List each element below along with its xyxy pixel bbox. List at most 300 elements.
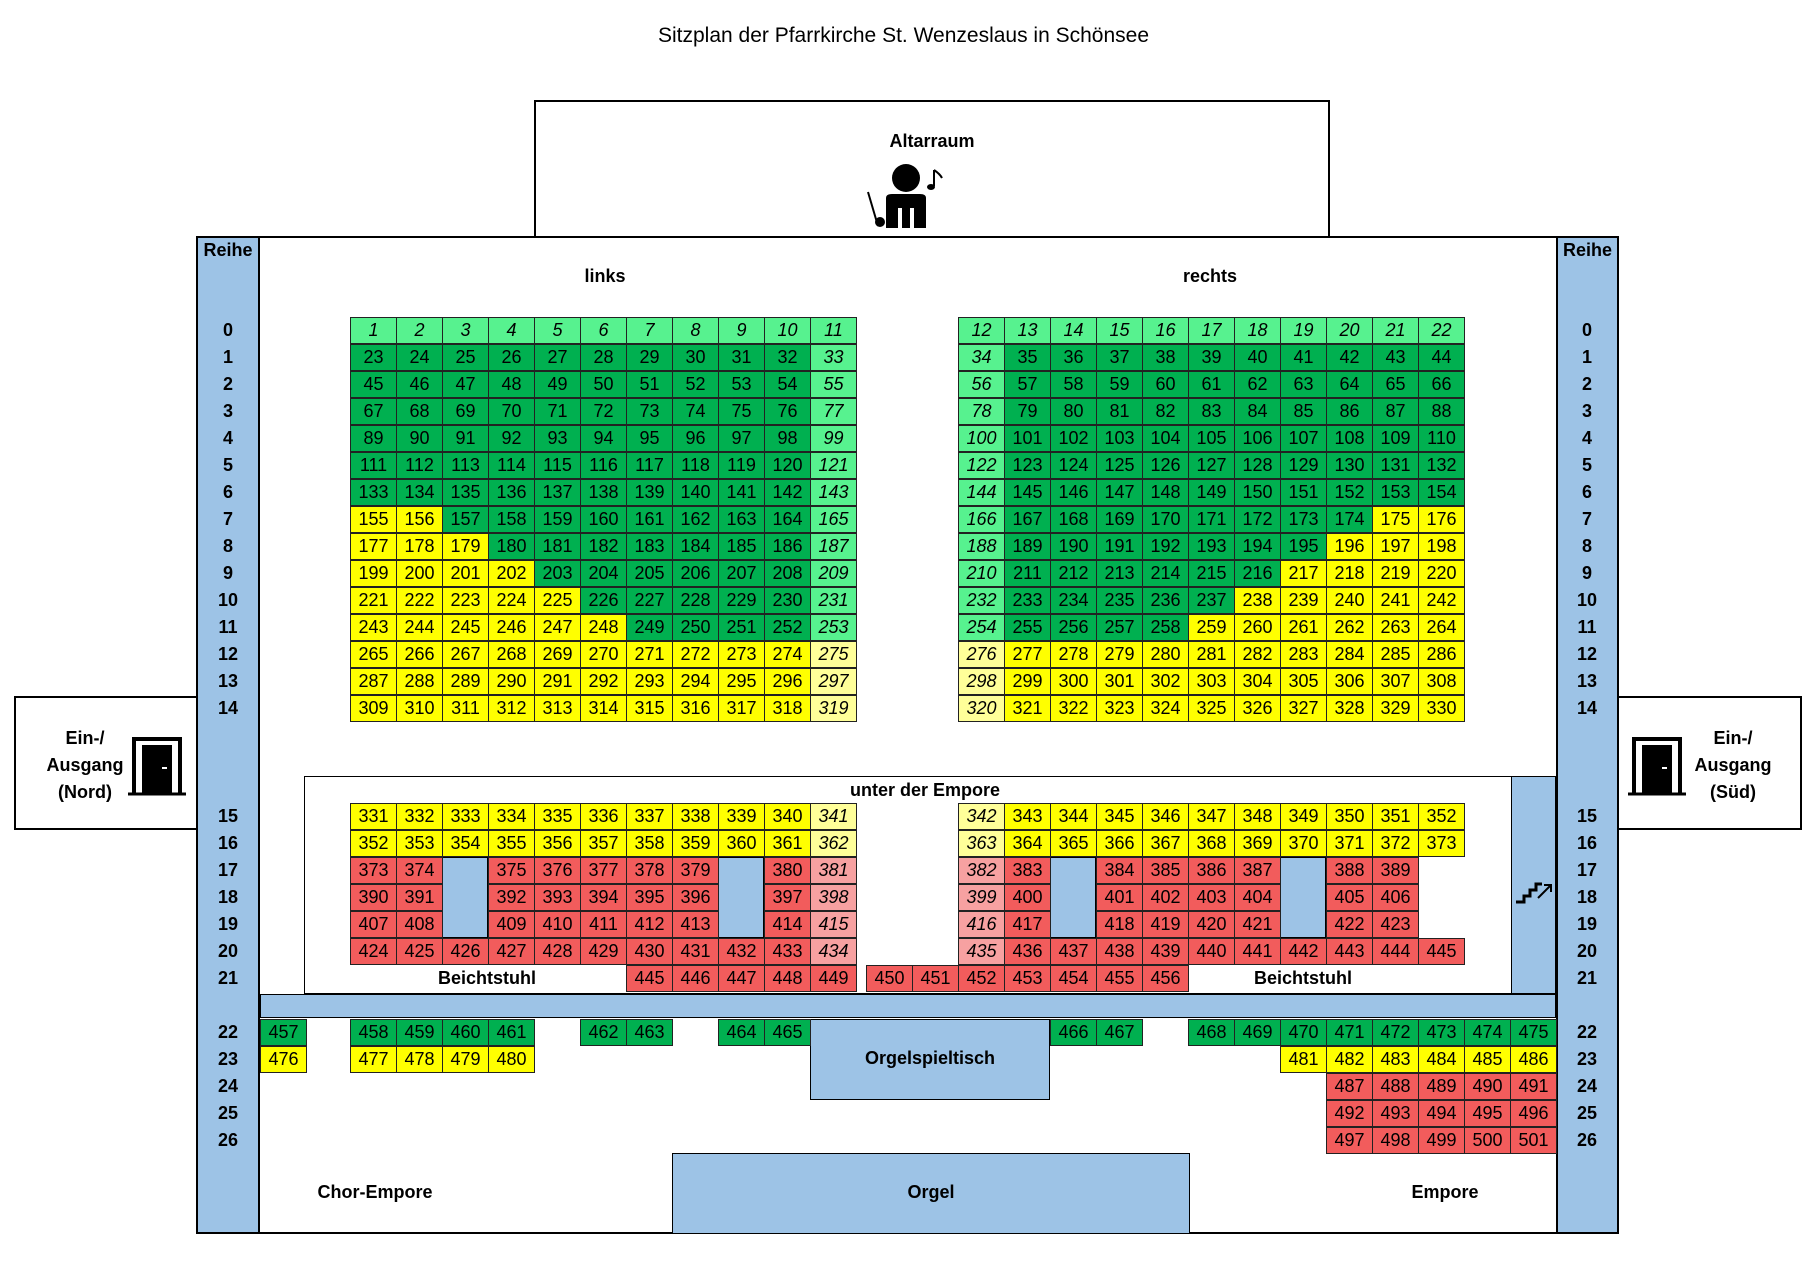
- seat-186[interactable]: 186: [764, 533, 811, 560]
- seat-428[interactable]: 428: [534, 938, 581, 965]
- seat-55[interactable]: 55: [810, 371, 857, 398]
- seat-182[interactable]: 182: [580, 533, 627, 560]
- seat-339[interactable]: 339: [718, 803, 765, 830]
- seat-325[interactable]: 325: [1188, 695, 1235, 722]
- seat-78[interactable]: 78: [958, 398, 1005, 425]
- seat-225[interactable]: 225: [534, 587, 581, 614]
- seat-249[interactable]: 249: [626, 614, 673, 641]
- seat-357[interactable]: 357: [580, 830, 627, 857]
- seat-495[interactable]: 495: [1464, 1100, 1511, 1127]
- seat-449[interactable]: 449: [810, 965, 857, 992]
- seat-409[interactable]: 409: [488, 911, 535, 938]
- seat-334[interactable]: 334: [488, 803, 535, 830]
- seat-445[interactable]: 445: [626, 965, 673, 992]
- seat-318[interactable]: 318: [764, 695, 811, 722]
- seat-261[interactable]: 261: [1280, 614, 1327, 641]
- seat-6[interactable]: 6: [580, 317, 627, 344]
- seat-476[interactable]: 476: [260, 1046, 307, 1073]
- seat-93[interactable]: 93: [534, 425, 581, 452]
- seat-203[interactable]: 203: [534, 560, 581, 587]
- seat-178[interactable]: 178: [396, 533, 443, 560]
- seat-166[interactable]: 166: [958, 506, 1005, 533]
- seat-332[interactable]: 332: [396, 803, 443, 830]
- seat-2[interactable]: 2: [396, 317, 443, 344]
- seat-289[interactable]: 289: [442, 668, 489, 695]
- seat-424[interactable]: 424: [350, 938, 397, 965]
- seat-146[interactable]: 146: [1050, 479, 1097, 506]
- seat-238[interactable]: 238: [1234, 587, 1281, 614]
- seat-54[interactable]: 54: [764, 371, 811, 398]
- seat-443[interactable]: 443: [1326, 938, 1373, 965]
- seat-140[interactable]: 140: [672, 479, 719, 506]
- seat-187[interactable]: 187: [810, 533, 857, 560]
- seat-272[interactable]: 272: [672, 641, 719, 668]
- seat-385[interactable]: 385: [1142, 857, 1189, 884]
- seat-283[interactable]: 283: [1280, 641, 1327, 668]
- seat-448[interactable]: 448: [764, 965, 811, 992]
- seat-151[interactable]: 151: [1280, 479, 1327, 506]
- seat-96[interactable]: 96: [672, 425, 719, 452]
- seat-67[interactable]: 67: [350, 398, 397, 425]
- seat-114[interactable]: 114: [488, 452, 535, 479]
- seat-254[interactable]: 254: [958, 614, 1005, 641]
- seat-440[interactable]: 440: [1188, 938, 1235, 965]
- seat-352[interactable]: 352: [350, 830, 397, 857]
- seat-395[interactable]: 395: [626, 884, 673, 911]
- seat-312[interactable]: 312: [488, 695, 535, 722]
- seat-279[interactable]: 279: [1096, 641, 1143, 668]
- seat-229[interactable]: 229: [718, 587, 765, 614]
- seat-183[interactable]: 183: [626, 533, 673, 560]
- seat-9[interactable]: 9: [718, 317, 765, 344]
- seat-206[interactable]: 206: [672, 560, 719, 587]
- seat-156[interactable]: 156: [396, 506, 443, 533]
- seat-474[interactable]: 474: [1464, 1019, 1511, 1046]
- seat-429[interactable]: 429: [580, 938, 627, 965]
- seat-478[interactable]: 478: [396, 1046, 443, 1073]
- seat-291[interactable]: 291: [534, 668, 581, 695]
- seat-285[interactable]: 285: [1372, 641, 1419, 668]
- seat-294[interactable]: 294: [672, 668, 719, 695]
- seat-492[interactable]: 492: [1326, 1100, 1373, 1127]
- seat-384[interactable]: 384: [1096, 857, 1143, 884]
- seat-439[interactable]: 439: [1142, 938, 1189, 965]
- seat-379[interactable]: 379: [672, 857, 719, 884]
- seat-70[interactable]: 70: [488, 398, 535, 425]
- seat-407[interactable]: 407: [350, 911, 397, 938]
- seat-149[interactable]: 149: [1188, 479, 1235, 506]
- seat-257[interactable]: 257: [1096, 614, 1143, 641]
- seat-284[interactable]: 284: [1326, 641, 1373, 668]
- seat-150[interactable]: 150: [1234, 479, 1281, 506]
- seat-437[interactable]: 437: [1050, 938, 1097, 965]
- seat-255[interactable]: 255: [1004, 614, 1051, 641]
- seat-77[interactable]: 77: [810, 398, 857, 425]
- seat-26[interactable]: 26: [488, 344, 535, 371]
- seat-463[interactable]: 463: [626, 1019, 673, 1046]
- seat-488[interactable]: 488: [1372, 1073, 1419, 1100]
- seat-11[interactable]: 11: [810, 317, 857, 344]
- seat-219[interactable]: 219: [1372, 560, 1419, 587]
- seat-52[interactable]: 52: [672, 371, 719, 398]
- seat-5[interactable]: 5: [534, 317, 581, 344]
- seat-109[interactable]: 109: [1372, 425, 1419, 452]
- seat-452[interactable]: 452: [958, 965, 1005, 992]
- seat-48[interactable]: 48: [488, 371, 535, 398]
- seat-454[interactable]: 454: [1050, 965, 1097, 992]
- seat-233[interactable]: 233: [1004, 587, 1051, 614]
- seat-153[interactable]: 153: [1372, 479, 1419, 506]
- seat-43[interactable]: 43: [1372, 344, 1419, 371]
- seat-471[interactable]: 471: [1326, 1019, 1373, 1046]
- seat-131[interactable]: 131: [1372, 452, 1419, 479]
- seat-143[interactable]: 143: [810, 479, 857, 506]
- seat-389[interactable]: 389: [1372, 857, 1419, 884]
- seat-489[interactable]: 489: [1418, 1073, 1465, 1100]
- seat-40[interactable]: 40: [1234, 344, 1281, 371]
- seat-25[interactable]: 25: [442, 344, 489, 371]
- seat-329[interactable]: 329: [1372, 695, 1419, 722]
- seat-76[interactable]: 76: [764, 398, 811, 425]
- seat-268[interactable]: 268: [488, 641, 535, 668]
- seat-163[interactable]: 163: [718, 506, 765, 533]
- seat-349[interactable]: 349: [1280, 803, 1327, 830]
- seat-496[interactable]: 496: [1510, 1100, 1557, 1127]
- seat-425[interactable]: 425: [396, 938, 443, 965]
- seat-199[interactable]: 199: [350, 560, 397, 587]
- seat-221[interactable]: 221: [350, 587, 397, 614]
- seat-386[interactable]: 386: [1188, 857, 1235, 884]
- seat-380[interactable]: 380: [764, 857, 811, 884]
- seat-207[interactable]: 207: [718, 560, 765, 587]
- seat-358[interactable]: 358: [626, 830, 673, 857]
- seat-18[interactable]: 18: [1234, 317, 1281, 344]
- seat-193[interactable]: 193: [1188, 533, 1235, 560]
- seat-292[interactable]: 292: [580, 668, 627, 695]
- seat-147[interactable]: 147: [1096, 479, 1143, 506]
- seat-269[interactable]: 269: [534, 641, 581, 668]
- seat-106[interactable]: 106: [1234, 425, 1281, 452]
- seat-133[interactable]: 133: [350, 479, 397, 506]
- seat-62[interactable]: 62: [1234, 371, 1281, 398]
- seat-210[interactable]: 210: [958, 560, 1005, 587]
- seat-296[interactable]: 296: [764, 668, 811, 695]
- seat-331[interactable]: 331: [350, 803, 397, 830]
- seat-86[interactable]: 86: [1326, 398, 1373, 425]
- seat-101[interactable]: 101: [1004, 425, 1051, 452]
- seat-270[interactable]: 270: [580, 641, 627, 668]
- seat-446[interactable]: 446: [672, 965, 719, 992]
- seat-402[interactable]: 402: [1142, 884, 1189, 911]
- seat-124[interactable]: 124: [1050, 452, 1097, 479]
- seat-391[interactable]: 391: [396, 884, 443, 911]
- seat-361[interactable]: 361: [764, 830, 811, 857]
- seat-330[interactable]: 330: [1418, 695, 1465, 722]
- seat-422[interactable]: 422: [1326, 911, 1373, 938]
- seat-365[interactable]: 365: [1050, 830, 1097, 857]
- seat-21[interactable]: 21: [1372, 317, 1419, 344]
- seat-435[interactable]: 435: [958, 938, 1005, 965]
- seat-90[interactable]: 90: [396, 425, 443, 452]
- seat-436[interactable]: 436: [1004, 938, 1051, 965]
- seat-359[interactable]: 359: [672, 830, 719, 857]
- seat-112[interactable]: 112: [396, 452, 443, 479]
- seat-375[interactable]: 375: [488, 857, 535, 884]
- seat-4[interactable]: 4: [488, 317, 535, 344]
- seat-253[interactable]: 253: [810, 614, 857, 641]
- seat-1[interactable]: 1: [350, 317, 397, 344]
- seat-244[interactable]: 244: [396, 614, 443, 641]
- seat-32[interactable]: 32: [764, 344, 811, 371]
- seat-336[interactable]: 336: [580, 803, 627, 830]
- seat-168[interactable]: 168: [1050, 506, 1097, 533]
- seat-202[interactable]: 202: [488, 560, 535, 587]
- seat-240[interactable]: 240: [1326, 587, 1373, 614]
- seat-230[interactable]: 230: [764, 587, 811, 614]
- seat-451[interactable]: 451: [912, 965, 959, 992]
- seat-464[interactable]: 464: [718, 1019, 765, 1046]
- seat-286[interactable]: 286: [1418, 641, 1465, 668]
- seat-50[interactable]: 50: [580, 371, 627, 398]
- seat-190[interactable]: 190: [1050, 533, 1097, 560]
- seat-63[interactable]: 63: [1280, 371, 1327, 398]
- seat-490[interactable]: 490: [1464, 1073, 1511, 1100]
- seat-181[interactable]: 181: [534, 533, 581, 560]
- seat-301[interactable]: 301: [1096, 668, 1143, 695]
- seat-460[interactable]: 460: [442, 1019, 489, 1046]
- seat-80[interactable]: 80: [1050, 398, 1097, 425]
- seat-293[interactable]: 293: [626, 668, 673, 695]
- seat-390[interactable]: 390: [350, 884, 397, 911]
- seat-485[interactable]: 485: [1464, 1046, 1511, 1073]
- seat-479[interactable]: 479: [442, 1046, 489, 1073]
- seat-59[interactable]: 59: [1096, 371, 1143, 398]
- seat-56[interactable]: 56: [958, 371, 1005, 398]
- seat-176[interactable]: 176: [1418, 506, 1465, 533]
- seat-47[interactable]: 47: [442, 371, 489, 398]
- seat-369[interactable]: 369: [1234, 830, 1281, 857]
- seat-128[interactable]: 128: [1234, 452, 1281, 479]
- seat-42[interactable]: 42: [1326, 344, 1373, 371]
- seat-165[interactable]: 165: [810, 506, 857, 533]
- seat-174[interactable]: 174: [1326, 506, 1373, 533]
- seat-15[interactable]: 15: [1096, 317, 1143, 344]
- seat-175[interactable]: 175: [1372, 506, 1419, 533]
- seat-97[interactable]: 97: [718, 425, 765, 452]
- seat-116[interactable]: 116: [580, 452, 627, 479]
- seat-450[interactable]: 450: [866, 965, 913, 992]
- seat-468[interactable]: 468: [1188, 1019, 1235, 1046]
- seat-408[interactable]: 408: [396, 911, 443, 938]
- seat-328[interactable]: 328: [1326, 695, 1373, 722]
- seat-44[interactable]: 44: [1418, 344, 1465, 371]
- seat-475[interactable]: 475: [1510, 1019, 1557, 1046]
- seat-499[interactable]: 499: [1418, 1127, 1465, 1154]
- seat-99[interactable]: 99: [810, 425, 857, 452]
- seat-423[interactable]: 423: [1372, 911, 1419, 938]
- seat-222[interactable]: 222: [396, 587, 443, 614]
- seat-66[interactable]: 66: [1418, 371, 1465, 398]
- seat-434[interactable]: 434: [810, 938, 857, 965]
- seat-404[interactable]: 404: [1234, 884, 1281, 911]
- seat-295[interactable]: 295: [718, 668, 765, 695]
- seat-348[interactable]: 348: [1234, 803, 1281, 830]
- seat-81[interactable]: 81: [1096, 398, 1143, 425]
- seat-483[interactable]: 483: [1372, 1046, 1419, 1073]
- seat-411[interactable]: 411: [580, 911, 627, 938]
- seat-173[interactable]: 173: [1280, 506, 1327, 533]
- seat-376[interactable]: 376: [534, 857, 581, 884]
- seat-469[interactable]: 469: [1234, 1019, 1281, 1046]
- seat-91[interactable]: 91: [442, 425, 489, 452]
- seat-377[interactable]: 377: [580, 857, 627, 884]
- seat-278[interactable]: 278: [1050, 641, 1097, 668]
- seat-397[interactable]: 397: [764, 884, 811, 911]
- seat-180[interactable]: 180: [488, 533, 535, 560]
- seat-498[interactable]: 498: [1372, 1127, 1419, 1154]
- seat-340[interactable]: 340: [764, 803, 811, 830]
- seat-280[interactable]: 280: [1142, 641, 1189, 668]
- seat-266[interactable]: 266: [396, 641, 443, 668]
- seat-98[interactable]: 98: [764, 425, 811, 452]
- seat-482[interactable]: 482: [1326, 1046, 1373, 1073]
- seat-228[interactable]: 228: [672, 587, 719, 614]
- seat-121[interactable]: 121: [810, 452, 857, 479]
- seat-311[interactable]: 311: [442, 695, 489, 722]
- seat-399[interactable]: 399: [958, 884, 1005, 911]
- seat-226[interactable]: 226: [580, 587, 627, 614]
- seat-104[interactable]: 104: [1142, 425, 1189, 452]
- seat-20[interactable]: 20: [1326, 317, 1373, 344]
- seat-35[interactable]: 35: [1004, 344, 1051, 371]
- seat-37[interactable]: 37: [1096, 344, 1143, 371]
- seat-441[interactable]: 441: [1234, 938, 1281, 965]
- seat-366[interactable]: 366: [1096, 830, 1143, 857]
- seat-132[interactable]: 132: [1418, 452, 1465, 479]
- seat-115[interactable]: 115: [534, 452, 581, 479]
- seat-177[interactable]: 177: [350, 533, 397, 560]
- seat-299[interactable]: 299: [1004, 668, 1051, 695]
- seat-117[interactable]: 117: [626, 452, 673, 479]
- seat-241[interactable]: 241: [1372, 587, 1419, 614]
- seat-60[interactable]: 60: [1142, 371, 1189, 398]
- seat-259[interactable]: 259: [1188, 614, 1235, 641]
- seat-7[interactable]: 7: [626, 317, 673, 344]
- seat-462[interactable]: 462: [580, 1019, 627, 1046]
- seat-372[interactable]: 372: [1372, 830, 1419, 857]
- seat-466[interactable]: 466: [1050, 1019, 1097, 1046]
- seat-73[interactable]: 73: [626, 398, 673, 425]
- seat-316[interactable]: 316: [672, 695, 719, 722]
- seat-195[interactable]: 195: [1280, 533, 1327, 560]
- seat-162[interactable]: 162: [672, 506, 719, 533]
- seat-242[interactable]: 242: [1418, 587, 1465, 614]
- seat-41[interactable]: 41: [1280, 344, 1327, 371]
- seat-248[interactable]: 248: [580, 614, 627, 641]
- seat-305[interactable]: 305: [1280, 668, 1327, 695]
- seat-324[interactable]: 324: [1142, 695, 1189, 722]
- seat-220[interactable]: 220: [1418, 560, 1465, 587]
- seat-288[interactable]: 288: [396, 668, 443, 695]
- seat-355[interactable]: 355: [488, 830, 535, 857]
- seat-79[interactable]: 79: [1004, 398, 1051, 425]
- seat-264[interactable]: 264: [1418, 614, 1465, 641]
- seat-480[interactable]: 480: [488, 1046, 535, 1073]
- seat-243[interactable]: 243: [350, 614, 397, 641]
- seat-416[interactable]: 416: [958, 911, 1005, 938]
- seat-406[interactable]: 406: [1372, 884, 1419, 911]
- seat-31[interactable]: 31: [718, 344, 765, 371]
- seat-22[interactable]: 22: [1418, 317, 1465, 344]
- seat-129[interactable]: 129: [1280, 452, 1327, 479]
- seat-49[interactable]: 49: [534, 371, 581, 398]
- seat-354[interactable]: 354: [442, 830, 489, 857]
- seat-113[interactable]: 113: [442, 452, 489, 479]
- seat-467[interactable]: 467: [1096, 1019, 1143, 1046]
- seat-431[interactable]: 431: [672, 938, 719, 965]
- seat-432[interactable]: 432: [718, 938, 765, 965]
- seat-350[interactable]: 350: [1326, 803, 1373, 830]
- seat-314[interactable]: 314: [580, 695, 627, 722]
- seat-68[interactable]: 68: [396, 398, 443, 425]
- seat-144[interactable]: 144: [958, 479, 1005, 506]
- seat-214[interactable]: 214: [1142, 560, 1189, 587]
- seat-224[interactable]: 224: [488, 587, 535, 614]
- seat-352[interactable]: 352: [1418, 803, 1465, 830]
- seat-105[interactable]: 105: [1188, 425, 1235, 452]
- seat-427[interactable]: 427: [488, 938, 535, 965]
- seat-337[interactable]: 337: [626, 803, 673, 830]
- seat-458[interactable]: 458: [350, 1019, 397, 1046]
- seat-392[interactable]: 392: [488, 884, 535, 911]
- seat-442[interactable]: 442: [1280, 938, 1327, 965]
- seat-122[interactable]: 122: [958, 452, 1005, 479]
- seat-196[interactable]: 196: [1326, 533, 1373, 560]
- seat-258[interactable]: 258: [1142, 614, 1189, 641]
- seat-110[interactable]: 110: [1418, 425, 1465, 452]
- seat-14[interactable]: 14: [1050, 317, 1097, 344]
- seat-310[interactable]: 310: [396, 695, 443, 722]
- seat-343[interactable]: 343: [1004, 803, 1051, 830]
- seat-306[interactable]: 306: [1326, 668, 1373, 695]
- seat-367[interactable]: 367: [1142, 830, 1189, 857]
- seat-360[interactable]: 360: [718, 830, 765, 857]
- seat-107[interactable]: 107: [1280, 425, 1327, 452]
- seat-197[interactable]: 197: [1372, 533, 1419, 560]
- seat-317[interactable]: 317: [718, 695, 765, 722]
- seat-134[interactable]: 134: [396, 479, 443, 506]
- seat-245[interactable]: 245: [442, 614, 489, 641]
- seat-345[interactable]: 345: [1096, 803, 1143, 830]
- seat-12[interactable]: 12: [958, 317, 1005, 344]
- seat-111[interactable]: 111: [350, 452, 397, 479]
- seat-65[interactable]: 65: [1372, 371, 1419, 398]
- seat-321[interactable]: 321: [1004, 695, 1051, 722]
- seat-342[interactable]: 342: [958, 803, 1005, 830]
- seat-83[interactable]: 83: [1188, 398, 1235, 425]
- seat-304[interactable]: 304: [1234, 668, 1281, 695]
- seat-282[interactable]: 282: [1234, 641, 1281, 668]
- seat-333[interactable]: 333: [442, 803, 489, 830]
- seat-430[interactable]: 430: [626, 938, 673, 965]
- seat-100[interactable]: 100: [958, 425, 1005, 452]
- seat-208[interactable]: 208: [764, 560, 811, 587]
- seat-276[interactable]: 276: [958, 641, 1005, 668]
- seat-125[interactable]: 125: [1096, 452, 1143, 479]
- seat-481[interactable]: 481: [1280, 1046, 1327, 1073]
- seat-17[interactable]: 17: [1188, 317, 1235, 344]
- seat-494[interactable]: 494: [1418, 1100, 1465, 1127]
